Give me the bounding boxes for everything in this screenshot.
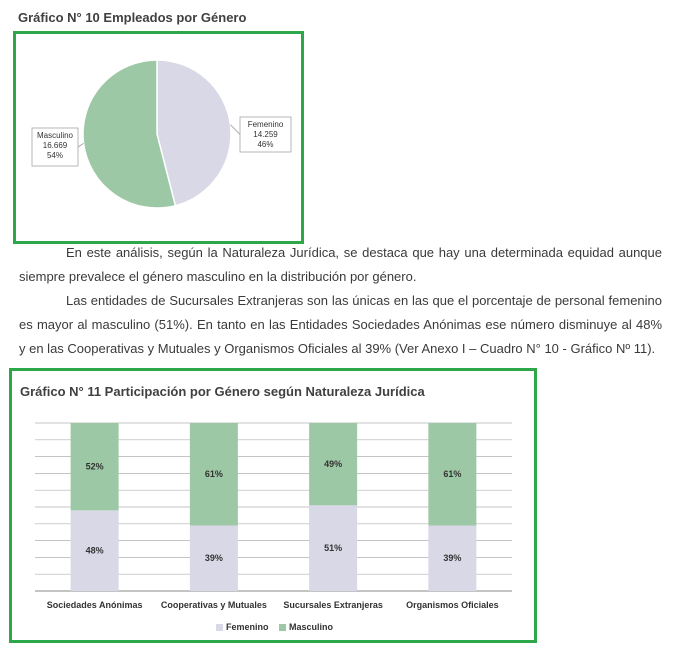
callout-label-masculino: Masculino <box>36 131 74 140</box>
data-label-femenino-3: 39% <box>443 553 462 564</box>
data-label-masculino-1: 61% <box>204 469 223 480</box>
data-label-masculino-3: 61% <box>443 469 462 480</box>
x-tick-label-3: Organismos Oficiales <box>406 600 499 610</box>
data-label-masculino-2: 49% <box>324 459 343 470</box>
legend-label-femenino: Femenino <box>226 622 269 632</box>
legend-swatch-femenino <box>216 624 223 631</box>
callout-line-masculino <box>78 143 84 147</box>
callout-count-femenino: 14.259 <box>253 130 278 139</box>
data-label-femenino-2: 51% <box>324 543 343 554</box>
paragraph-2-text: Las entidades de Sucursales Extranjeras son las únicas en las que el porcentaje de personal femenino es mayor al masculino (51%). En tanto en las Entidades Sociedades Anónimas ese número disminuye al 48% y en las Cooperativas y Mutuales y Organismos Oficiales al 39% (Ver Anexo I – Cuadro N° 10 - Gráfico Nº 11). <box>19 293 662 356</box>
bar-chart-title: Gráfico N° 11 Participación por Género según Naturaleza Jurídica <box>20 384 425 399</box>
legend-swatch-masculino <box>279 624 286 631</box>
callout-count-masculino: 16.669 <box>42 141 68 150</box>
x-tick-label-2: Sucursales Extranjeras <box>283 600 383 610</box>
callout-percent-masculino: 54% <box>46 151 64 160</box>
callout-label-femenino: Femenino <box>247 120 284 129</box>
paragraph-1-text: En este análisis, según la Naturaleza Jurídica, se destaca que hay una determinada equidad aunque siempre prevalece el género masculino en la distribución por género. <box>19 245 662 284</box>
x-tick-label-0: Sociedades Anónimas <box>46 600 143 610</box>
data-label-femenino-0: 48% <box>85 545 104 556</box>
data-label-femenino-1: 39% <box>204 553 223 564</box>
callout-percent-femenino: 46% <box>257 140 274 149</box>
legend-label-masculino: Masculino <box>289 622 334 632</box>
callout-line-femenino <box>230 125 240 135</box>
x-tick-label-1: Cooperativas y Mutuales <box>160 600 267 610</box>
data-label-masculino-0: 52% <box>85 461 104 472</box>
pie-chart-title: Gráfico N° 10 Empleados por Género <box>18 10 247 25</box>
